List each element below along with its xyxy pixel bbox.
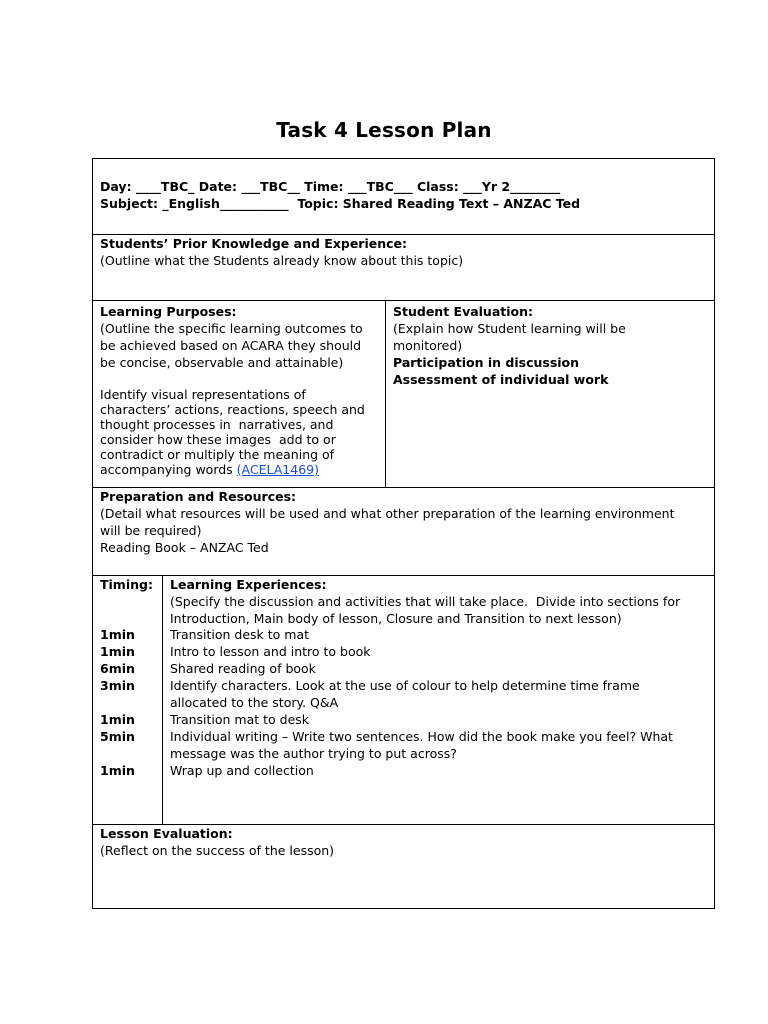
timeline-step bbox=[93, 729, 714, 746]
timeline-step-continuation bbox=[93, 695, 714, 712]
preparation-cell bbox=[100, 488, 710, 556]
step-text: message was the author trying to put across? bbox=[170, 746, 457, 761]
learning-purposes-instruction: (Outline the specific learning outcomes to bbox=[100, 321, 363, 336]
learning-experiences-heading: Learning Experiences: bbox=[170, 577, 327, 592]
step-text: allocated to the story. Q&A bbox=[170, 695, 339, 710]
timing-heading: Timing: bbox=[100, 577, 153, 592]
student-evaluation-instruction: monitored) bbox=[393, 338, 463, 353]
header-cell bbox=[100, 178, 710, 212]
preparation-instruction: (Detail what resources will be used and what other preparation of the learning environment bbox=[100, 506, 675, 521]
student-evaluation-cell bbox=[393, 303, 710, 388]
step-text: Intro to lesson and intro to book bbox=[170, 644, 371, 659]
timeline-step bbox=[93, 678, 714, 695]
step-time: 1min bbox=[100, 763, 135, 778]
lesson-plan-table bbox=[92, 158, 715, 909]
preparation-instruction: will be required) bbox=[100, 523, 202, 538]
timeline-step bbox=[93, 712, 714, 729]
lesson-evaluation-instruction: (Reflect on the success of the lesson) bbox=[100, 843, 335, 858]
step-time: 1min bbox=[100, 712, 135, 727]
learning-purposes-instruction: be concise, observable and attainable) bbox=[100, 355, 344, 370]
learning-purposes-instruction: be achieved based on ACARA they should bbox=[100, 338, 362, 353]
timeline-step-continuation bbox=[93, 746, 714, 763]
prior-knowledge-instruction: (Outline what the Students already know about this topic) bbox=[100, 253, 464, 268]
divider bbox=[385, 300, 386, 487]
step-time: 1min bbox=[100, 627, 135, 642]
preparation-heading: Preparation and Resources: bbox=[100, 489, 297, 504]
student-evaluation-item: Participation in discussion bbox=[393, 355, 580, 370]
learning-purposes-body: characters’ actions, reactions, speech and bbox=[100, 402, 365, 417]
learning-experiences-instruction: Introduction, Main body of lesson, Closure and Transition to next lesson) bbox=[170, 611, 622, 626]
learning-purposes-cell bbox=[100, 303, 382, 477]
learning-experiences-cell bbox=[170, 576, 710, 627]
student-evaluation-heading: Student Evaluation: bbox=[393, 304, 534, 319]
timeline-step bbox=[93, 627, 714, 644]
learning-purposes-body-last bbox=[100, 462, 382, 477]
timing-heading-cell bbox=[100, 576, 162, 593]
student-evaluation-instruction: (Explain how Student learning will be bbox=[393, 321, 626, 336]
step-text: Identify characters. Look at the use of colour to help determine time frame bbox=[170, 678, 640, 693]
divider bbox=[93, 300, 714, 301]
learning-purposes-body-prefix: accompanying words bbox=[100, 462, 237, 477]
step-text: Transition mat to desk bbox=[170, 712, 310, 727]
prior-knowledge-cell bbox=[100, 235, 710, 269]
preparation-resource: Reading Book – ANZAC Ted bbox=[100, 540, 269, 555]
learning-purposes-body: Identify visual representations of bbox=[100, 387, 306, 402]
step-time: 3min bbox=[100, 678, 135, 693]
step-text: Transition desk to mat bbox=[170, 627, 310, 642]
step-time: 6min bbox=[100, 661, 135, 676]
prior-knowledge-heading: Students’ Prior Knowledge and Experience: bbox=[100, 236, 408, 251]
step-time: 1min bbox=[100, 644, 135, 659]
page-title: Task 4 Lesson Plan bbox=[276, 118, 492, 142]
step-text: Wrap up and collection bbox=[170, 763, 314, 778]
learning-purposes-heading: Learning Purposes: bbox=[100, 304, 237, 319]
lesson-evaluation-heading: Lesson Evaluation: bbox=[100, 826, 233, 841]
acara-code-link[interactable]: (ACELA1469) bbox=[236, 462, 319, 477]
step-text: Shared reading of book bbox=[170, 661, 316, 676]
step-time: 5min bbox=[100, 729, 135, 744]
learning-purposes-body: thought processes in narratives, and bbox=[100, 417, 334, 432]
step-text: Individual writing – Write two sentences. How did the book make you feel? What bbox=[170, 729, 673, 744]
timeline-step bbox=[93, 644, 714, 661]
learning-experiences-instruction: (Specify the discussion and activities that will take place. Divide into sections for bbox=[170, 594, 681, 609]
student-evaluation-item: Assessment of individual work bbox=[393, 372, 609, 387]
timeline-step bbox=[93, 763, 714, 780]
header-line-subject: Subject: _English___________ Topic: Shared Reading Text – ANZAC Ted bbox=[100, 196, 581, 211]
header-line-day: Day: ____TBC_ Date: ___TBC__ Time: ___TBC___ Class: ___Yr 2________ bbox=[100, 179, 561, 194]
timeline-step bbox=[93, 661, 714, 678]
lesson-evaluation-cell bbox=[100, 825, 710, 859]
learning-purposes-body: contradict or multiply the meaning of bbox=[100, 447, 335, 462]
learning-purposes-body: consider how these images add to or bbox=[100, 432, 336, 447]
